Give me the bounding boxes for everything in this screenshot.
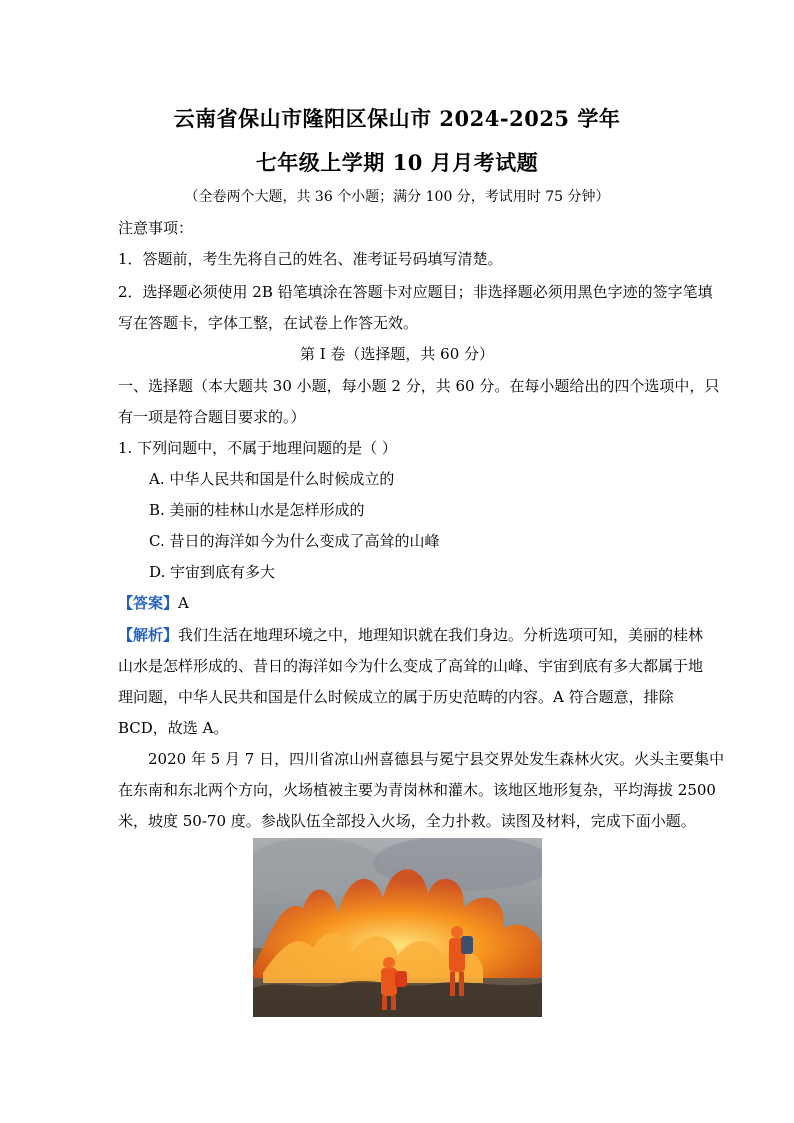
notice-item-1: 1．答题前，考生先将自己的姓名、准考证号码填写清楚。 (118, 250, 503, 268)
answer-line (118, 592, 189, 613)
option-c: C. 昔日的海洋如今为什么变成了高耸的山峰 (149, 532, 440, 550)
exam-title-line1: 云南省保山市隆阳区保山市 2024-2025 学年 (173, 106, 621, 131)
section-title: 第 I 卷（选择题，共 60 分） (299, 345, 495, 363)
analysis-line-1 (118, 624, 703, 645)
analysis-tag: 【解析】 (118, 626, 179, 644)
notice-item-2b: 写在答题卡，字体工整，在试卷上作答无效。 (118, 314, 419, 332)
notice-item-2a: 2．选择题必须使用 2B 铅笔填涂在答题卡对应题目；非选择题必须用黑色字迹的签字笔填 (118, 283, 713, 301)
passage-line-3: 米，坡度 50-70 度。参战队伍全部投入火场，全力扑救。读图及材料，完成下面小题。 (118, 812, 696, 830)
answer-tag: 【答案】 (118, 594, 179, 612)
answer-value: A (178, 594, 189, 612)
exam-title-line2: 七年级上学期 10 月月考试题 (255, 150, 539, 175)
forest-fire-photo (253, 838, 542, 1017)
analysis-line-2: 山水是怎样形成的、昔日的海洋如今为什么变成了高耸的山峰、宇宙到底有多大都属于地 (118, 657, 704, 675)
option-a: A. 中华人民共和国是什么时候成立的 (149, 470, 395, 488)
analysis-text-1: 我们生活在地理环境之中，地理知识就在我们身边。分析选项可知，美丽的桂林 (178, 626, 704, 644)
question-1-stem: 1. 下列问题中，不属于地理问题的是（ ） (118, 439, 397, 457)
notice-heading: 注意事项： (118, 219, 194, 237)
option-d: D. 宇宙到底有多大 (149, 563, 276, 581)
passage-line-1: 2020 年 5 月 7 日，四川省凉山州喜德县与冕宁县交界处发生森林火灾。火头主要集中 (148, 750, 725, 768)
passage-line-2: 在东南和东北两个方向，火场植被主要为青岗林和灌木。该地区地形复杂，平均海拔 2500 (118, 781, 716, 799)
analysis-line-3: 理问题，中华人民共和国是什么时候成立的属于历史范畴的内容。A 符合题意，排除 (118, 688, 674, 706)
analysis-line-4: BCD，故选 A。 (118, 719, 229, 737)
exam-subtitle: （全卷两个大题，共 36 个小题；满分 100 分，考试用时 75 分钟） (184, 189, 610, 205)
option-b: B. 美丽的桂林山水是怎样形成的 (149, 501, 365, 519)
section-intro-a: 一、选择题（本大题共 30 小题，每小题 2 分，共 60 分。在每小题给出的四个选项中，只 (118, 377, 720, 395)
section-intro-b: 有一项是符合题目要求的。） (118, 408, 306, 426)
